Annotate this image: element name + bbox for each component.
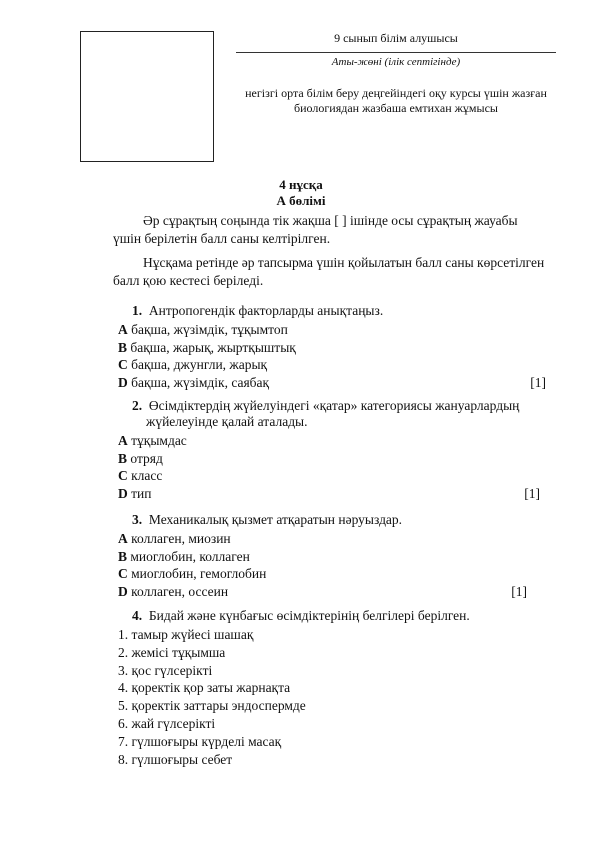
question-text: Бидай және күнбағыс өсімдіктерінің белгілері берілген. <box>148 608 470 623</box>
option-letter: A <box>118 531 128 546</box>
answer-option-b[interactable] <box>118 548 546 566</box>
answer-option-a[interactable] <box>118 432 546 450</box>
question-1 <box>118 303 546 391</box>
question-number: 2. <box>132 398 143 413</box>
option-letter: D <box>118 374 128 390</box>
option-text: класс <box>131 468 163 483</box>
answer-option-b[interactable] <box>118 450 546 468</box>
question-2 <box>118 398 546 502</box>
feature-item: 3. қос гүлсерікті <box>118 662 213 678</box>
answer-option-a[interactable] <box>118 530 546 548</box>
question-text: Антропогендік факторларды анықтаңыз. <box>148 303 384 318</box>
points-label: [1] <box>530 374 546 390</box>
option-letter: C <box>118 566 128 581</box>
option-text: миоглобин, коллаген <box>130 548 250 564</box>
question-title <box>132 608 546 624</box>
question-number: 1. <box>132 303 143 318</box>
question-4 <box>118 608 546 768</box>
variant-title: 4 нұсқа <box>279 177 323 192</box>
question-title <box>132 512 546 528</box>
option-text: миоглобин, гемоглобин <box>131 566 267 581</box>
student-name-hint: Аты-жөні (ілік септігінде) <box>331 56 461 68</box>
option-letter: A <box>118 433 128 448</box>
question-number: 3. <box>132 512 143 527</box>
option-letter: C <box>118 468 128 483</box>
points-label: [1] <box>524 485 540 501</box>
question-number: 4. <box>132 608 143 623</box>
question-title <box>132 398 546 430</box>
question-text: Механикалық қызмет атқаратын нәруыздар. <box>148 512 403 527</box>
option-letter: B <box>118 339 128 355</box>
option-letter: B <box>118 548 128 564</box>
answer-option-d[interactable] <box>118 485 546 503</box>
option-letter: A <box>118 322 128 337</box>
answer-option-c[interactable] <box>118 565 546 583</box>
option-text: бақша, жүзімдік, саябақ <box>131 374 270 390</box>
option-letter: C <box>118 357 128 372</box>
answer-option-a[interactable] <box>118 321 546 339</box>
section-title: А бөлімі <box>276 193 326 208</box>
feature-item: 7. гүлшоғыры күрделі масақ <box>118 733 282 749</box>
option-text: тұқымдас <box>131 433 187 448</box>
question-title <box>132 303 546 319</box>
option-text: бақша, джунгли, жарық <box>131 357 268 372</box>
points-label: [1] <box>511 583 527 599</box>
feature-item: 2. жемісі тұқымша <box>118 644 226 660</box>
answer-option-c[interactable] <box>118 467 546 485</box>
exam-description: негізгі орта білім беру деңгейіндегі оқу курсы үшін жазған биологиядан жазбаша емтихан жұмысы <box>245 86 547 115</box>
answer-option-b[interactable] <box>118 339 546 357</box>
feature-item: 6. жай гүлсерікті <box>118 715 216 731</box>
intro-paragraph-2: Нұсқама ретінде әр тапсырма үшін қойылатын балл саны көрсетілген балл қою кестесі беріледі. <box>113 255 545 288</box>
photo-placeholder-box <box>80 31 214 162</box>
option-text: бақша, жарық, жыртқыштық <box>130 339 296 355</box>
intro-paragraph-1: Әр сұрақтың соңында тік жақша [ ] ішінде осы сұрақтың жауабы үшін берілетін балл саны келтірілген. <box>113 213 518 246</box>
question-3 <box>118 512 546 600</box>
option-letter: D <box>118 485 128 501</box>
option-text: бақша, жүзімдік, тұқымтоп <box>131 322 288 337</box>
option-letter: D <box>118 583 128 599</box>
feature-item: 1. тамыр жүйесі шашақ <box>118 627 254 642</box>
feature-item: 5. қоректік заттары эндоспермде <box>118 698 306 714</box>
option-text: коллаген, миозин <box>131 531 231 546</box>
student-name-line[interactable] <box>236 52 556 53</box>
student-grade-label: 9 сынып білім алушысы <box>334 31 458 45</box>
answer-option-c[interactable] <box>118 356 546 374</box>
option-text: тип <box>131 485 152 501</box>
feature-item: 4. қоректік қор заты жарнақта <box>118 680 291 696</box>
option-text: отряд <box>130 450 163 466</box>
option-text: коллаген, оссеин <box>131 583 229 599</box>
answer-option-d[interactable] <box>118 583 546 601</box>
question-text: Өсімдіктердің жүйелуіндегі «қатар» категориясы жануарлардың жүйелеуінде қалай аталады. <box>146 398 520 429</box>
feature-item: 8. гүлшоғыры себет <box>118 751 233 767</box>
answer-option-d[interactable] <box>118 374 546 392</box>
option-letter: B <box>118 450 128 466</box>
